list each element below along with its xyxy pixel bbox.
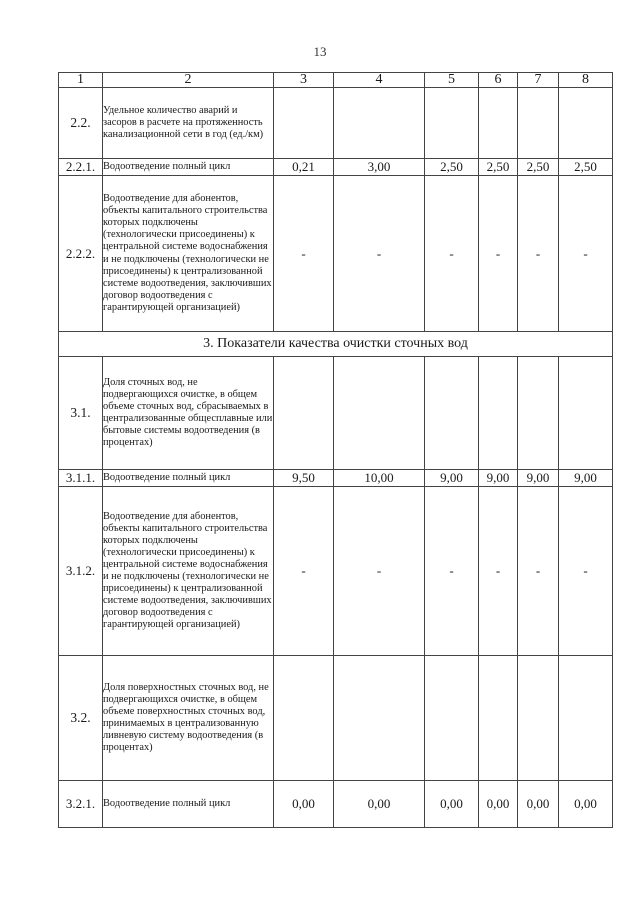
value-cell: - bbox=[518, 487, 559, 656]
value-cell: 0,00 bbox=[274, 781, 334, 828]
value-cell bbox=[425, 656, 479, 781]
value-cell: 10,00 bbox=[334, 470, 425, 487]
value-cell: - bbox=[334, 176, 425, 332]
value-cell: 2,50 bbox=[518, 159, 559, 176]
value-cell bbox=[274, 656, 334, 781]
header-cell: 8 bbox=[559, 73, 613, 88]
table-row bbox=[59, 656, 613, 781]
value-cell: 0,00 bbox=[334, 781, 425, 828]
table-row bbox=[59, 470, 613, 487]
row-number: 3.2. bbox=[59, 656, 103, 781]
value-cell: - bbox=[334, 487, 425, 656]
row-number: 3.1.1. bbox=[59, 470, 103, 487]
header-cell: 3 bbox=[274, 73, 334, 88]
indicators-table bbox=[58, 72, 613, 828]
value-cell: 0,00 bbox=[479, 781, 518, 828]
value-cell: 9,00 bbox=[518, 470, 559, 487]
value-cell: 0,00 bbox=[559, 781, 613, 828]
row-number: 3.1.2. bbox=[59, 487, 103, 656]
value-cell: 3,00 bbox=[334, 159, 425, 176]
value-cell: 0,00 bbox=[425, 781, 479, 828]
value-cell bbox=[479, 656, 518, 781]
value-cell bbox=[274, 357, 334, 470]
value-cell: 9,00 bbox=[559, 470, 613, 487]
value-cell bbox=[559, 88, 613, 159]
value-cell: 2,50 bbox=[479, 159, 518, 176]
value-cell bbox=[518, 88, 559, 159]
row-description: Водоотведение для абонентов, объекты капитального строительства которых подключены (технологически присоединены) к центральной системе водоснабжения и не подключены (технологически не присоединены) к централизованной системе водоотведения, заключивших договор водоотведения с гарантирующей организацией) bbox=[103, 176, 274, 332]
value-cell: 0,21 bbox=[274, 159, 334, 176]
value-cell: - bbox=[425, 487, 479, 656]
row-description: Водоотведение полный цикл bbox=[103, 781, 274, 828]
value-cell bbox=[559, 357, 613, 470]
value-cell: 9,00 bbox=[479, 470, 518, 487]
header-cell: 5 bbox=[425, 73, 479, 88]
header-cell: 2 bbox=[103, 73, 274, 88]
row-description: Водоотведение для абонентов, объекты капитального строительства которых подключены (технологически присоединены) к центральной системе водоснабжения и не подключены (технологически не присоединены) к централизованной системе водоотведения, заключивших договор водоотведения с гарантирующей организацией) bbox=[103, 487, 274, 656]
value-cell bbox=[334, 88, 425, 159]
row-number: 2.2.1. bbox=[59, 159, 103, 176]
value-cell bbox=[518, 357, 559, 470]
value-cell: - bbox=[425, 176, 479, 332]
value-cell bbox=[479, 88, 518, 159]
value-cell: - bbox=[479, 487, 518, 656]
table-row bbox=[59, 88, 613, 159]
value-cell bbox=[334, 357, 425, 470]
value-cell: - bbox=[274, 176, 334, 332]
value-cell bbox=[274, 88, 334, 159]
value-cell: - bbox=[518, 176, 559, 332]
value-cell: 2,50 bbox=[425, 159, 479, 176]
header-row bbox=[59, 73, 613, 88]
table-row bbox=[59, 357, 613, 470]
row-description: Водоотведение полный цикл bbox=[103, 159, 274, 176]
row-number: 2.2. bbox=[59, 88, 103, 159]
row-description: Удельное количество аварий и засоров в расчете на протяженность канализационной сети в год (ед./км) bbox=[103, 88, 274, 159]
row-number: 3.2.1. bbox=[59, 781, 103, 828]
header-cell: 7 bbox=[518, 73, 559, 88]
page-number: 13 bbox=[313, 44, 327, 59]
table-row bbox=[59, 487, 613, 656]
table-row bbox=[59, 781, 613, 828]
value-cell bbox=[334, 656, 425, 781]
value-cell: - bbox=[559, 176, 613, 332]
value-cell bbox=[425, 357, 479, 470]
row-description: Доля поверхностных сточных вод, не подвергающихся очистке, в общем объеме поверхностных сточных вод, принимаемых в централизованную ливневую систему водоотведения (в процентах) bbox=[103, 656, 274, 781]
value-cell: 2,50 bbox=[559, 159, 613, 176]
row-description: Водоотведение полный цикл bbox=[103, 470, 274, 487]
row-description: Доля сточных вод, не подвергающихся очистке, в общем объеме сточных вод, сбрасываемых в централизованные общесплавные или бытовые системы водоотведения (в процентах) bbox=[103, 357, 274, 470]
value-cell bbox=[559, 656, 613, 781]
header-cell: 4 bbox=[334, 73, 425, 88]
header-cell: 6 bbox=[479, 73, 518, 88]
value-cell: 9,50 bbox=[274, 470, 334, 487]
value-cell: 9,00 bbox=[425, 470, 479, 487]
header-cell: 1 bbox=[59, 73, 103, 88]
table-row bbox=[59, 176, 613, 332]
table-row bbox=[59, 159, 613, 176]
value-cell: - bbox=[479, 176, 518, 332]
value-cell: - bbox=[559, 487, 613, 656]
row-number: 2.2.2. bbox=[59, 176, 103, 332]
value-cell bbox=[479, 357, 518, 470]
row-number: 3.1. bbox=[59, 357, 103, 470]
value-cell: 0,00 bbox=[518, 781, 559, 828]
value-cell bbox=[425, 88, 479, 159]
value-cell: - bbox=[274, 487, 334, 656]
section-title: 3. Показатели качества очистки сточных вод bbox=[59, 332, 613, 357]
value-cell bbox=[518, 656, 559, 781]
section-row bbox=[59, 332, 613, 357]
